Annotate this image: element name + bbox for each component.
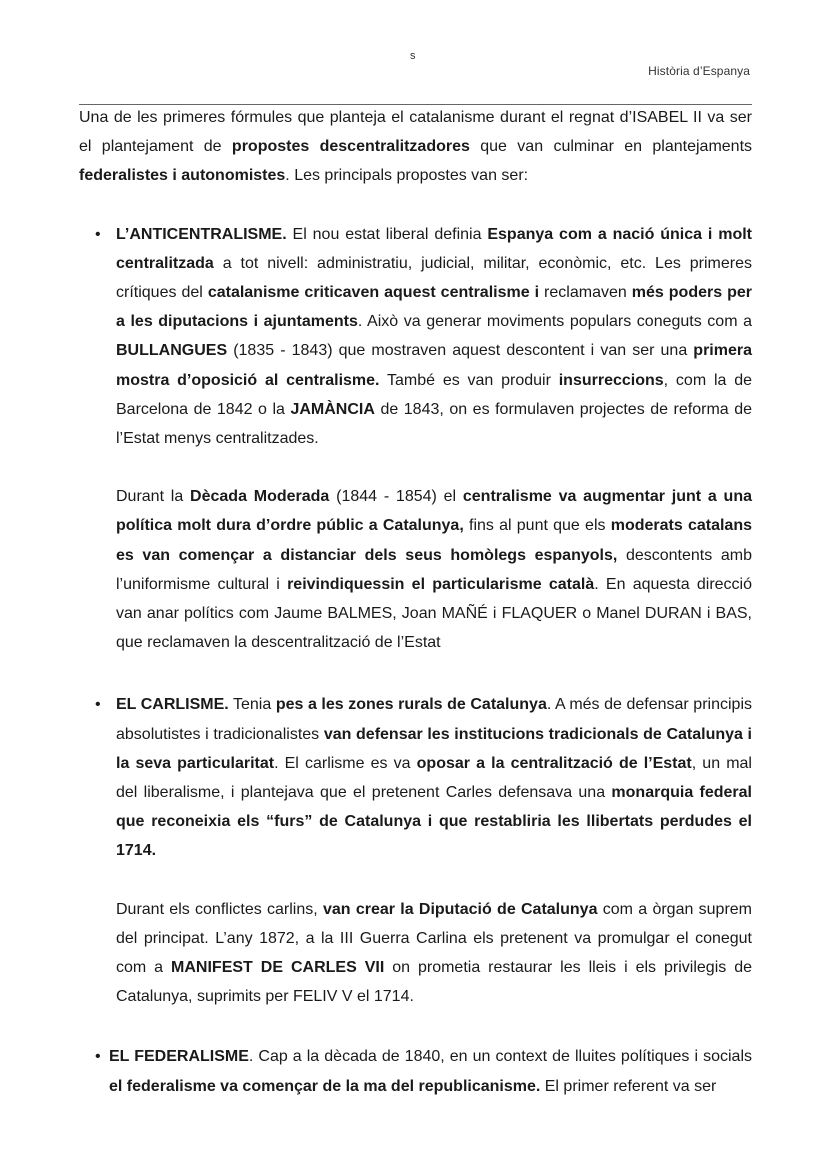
text: Tenia xyxy=(228,696,276,714)
bold-text: catalanisme criticaven aquest centralisme i xyxy=(207,284,540,302)
federalisme-paragraph xyxy=(109,1042,752,1100)
text: descontents amb l’uniformisme cultural i xyxy=(116,546,752,593)
bullet-federalisme xyxy=(79,1042,752,1100)
bullet-icon: • xyxy=(95,696,101,714)
intro-paragraph xyxy=(79,103,752,191)
text: fins al punt que els xyxy=(463,517,611,535)
text: Una de les primeres fórmules que planteja el catalanisme durant el regnat d’ISABEL II va ser el plantejament de xyxy=(79,109,752,156)
text: Durant la xyxy=(116,488,191,506)
conflictes-carlins-paragraph xyxy=(79,895,752,1012)
bold-text: van crear la Diputació de Catalunya xyxy=(322,900,598,918)
text: com a òrgan suprem del principat. L’any 1872, a la III Guerra Carlina els pretenent va promulgar el conegut com a xyxy=(116,900,753,977)
bold-text: JAMÀNCIA xyxy=(290,400,375,418)
text: . Això va generar moviments populars coneguts com a xyxy=(357,313,753,331)
bullet-icon: • xyxy=(95,1048,101,1066)
text: El nou estat liberal definia xyxy=(286,225,488,243)
bold-text: el federalisme va començar de la ma del republicanisme. xyxy=(109,1077,541,1095)
bold-text: Espanya com a nació única i molt centralitzada xyxy=(116,225,753,272)
text: . A més de defensar principis absolutistes i tradicionalistes xyxy=(116,696,752,743)
text: . Cap a la dècada de 1840, en un context de lluites polítiques i socials xyxy=(248,1048,752,1066)
anticentralisme-paragraph xyxy=(116,220,752,454)
bold-text: monarquia federal que reconeixia els “furs” de Catalunya i que restabliria les llibertats perdudes el 1714. xyxy=(116,784,752,860)
bold-text: moderats catalans es van començar a distanciar dels seus homòlegs espanyols, xyxy=(116,517,752,564)
bold-text: MANIFEST DE CARLES VII xyxy=(171,959,385,977)
text: Durant els conflictes carlins, xyxy=(116,900,323,918)
bullet-icon: • xyxy=(95,225,101,243)
bold-text: BULLANGUES xyxy=(116,342,228,360)
text: . Les principals propostes van ser: xyxy=(285,167,529,185)
text: . El carlisme es va xyxy=(274,754,417,772)
running-header-title: Història d’Espanya xyxy=(648,64,750,78)
text: El primer referent va ser xyxy=(540,1077,717,1095)
bullet-anticentralisme xyxy=(79,220,752,454)
document-body xyxy=(79,103,752,1101)
text: . En aquesta direcció van anar polítics com Jaume BALMES, Joan MAÑÉ i FLAQUER o Manel DURAN i BAS, que reclamaven la descentralització de l’Estat xyxy=(116,575,753,652)
text: a tot nivell: administratiu, judicial, militar, econòmic, etc. Les primeres crítiques del xyxy=(116,254,752,302)
text: reclamaven xyxy=(539,284,632,302)
bullet-carlisme xyxy=(79,690,752,865)
bold-text: insurreccions xyxy=(558,371,664,389)
bullet-heading: EL CARLISME. xyxy=(116,696,229,714)
bold-text: més poders per a les diputacions i ajuntaments xyxy=(116,284,752,331)
bold-text: Dècada Moderada xyxy=(190,488,330,506)
bold-text: oposar a la centralització de l’Estat xyxy=(416,754,692,772)
text: que van culminar en plantejaments xyxy=(469,138,753,156)
decada-moderada-paragraph xyxy=(79,482,752,657)
bold-text: reivindiquessin el particularisme català xyxy=(287,575,595,593)
text: (1835 - 1843) que mostraven aquest descontent i van ser una xyxy=(227,342,694,360)
page-number-mark: s xyxy=(410,50,416,62)
bold-text: centralisme va augmentar junt a una política molt dura d’ordre públic a Catalunya, xyxy=(116,488,752,535)
text: També es van produir xyxy=(379,371,559,389)
bold-text: federalistes i autonomistes xyxy=(79,167,286,185)
bold-text: propostes descentralitzadores xyxy=(231,138,470,156)
text: de 1843, on es formulaven projectes de reforma de l’Estat menys centralitzades. xyxy=(116,400,753,448)
bullet-heading: EL FEDERALISME xyxy=(109,1048,249,1066)
text: , com la de Barcelona de 1842 o la xyxy=(116,371,752,418)
bold-text: van defensar les institucions tradicionals de Catalunya i la seva particularitat xyxy=(116,725,752,772)
text: , un mal del liberalisme, i plantejava que el pretenent Carles defensava una xyxy=(116,754,752,802)
text: on prometia restaurar les lleis i els privilegis de Catalunya, suprimits per FELIV V el 1714. xyxy=(116,959,753,1006)
carlisme-paragraph xyxy=(116,690,752,865)
bold-text: pes a les zones rurals de Catalunya xyxy=(275,696,547,714)
text: (1844 - 1854) el xyxy=(329,488,463,506)
bold-text: primera mostra d’oposició al centralisme. xyxy=(116,342,752,389)
bullet-heading: L’ANTICENTRALISME. xyxy=(116,225,287,243)
